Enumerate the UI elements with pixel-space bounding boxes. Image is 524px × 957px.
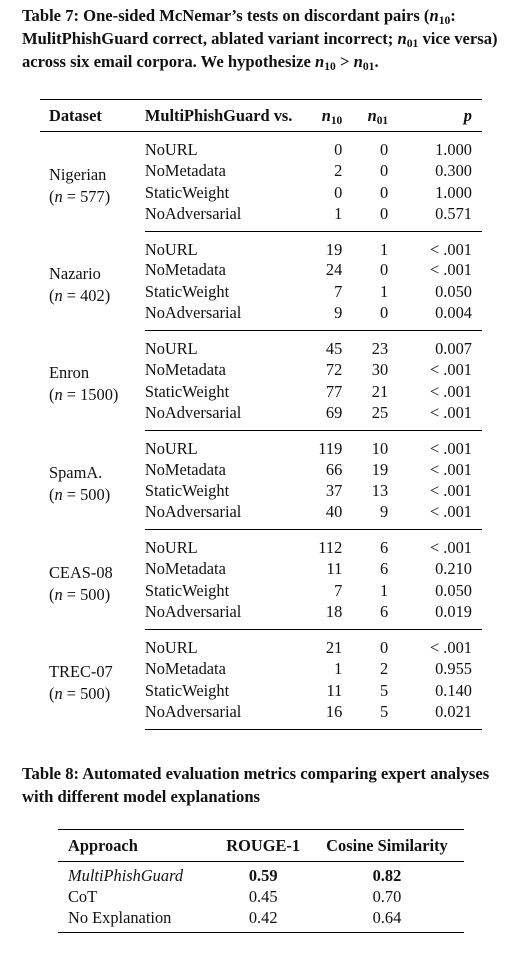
n01-cell: 0 (344, 303, 392, 331)
n10-cell: 9 (292, 303, 344, 331)
n10-cell: 1 (334, 658, 343, 678)
p-value-cell: < .001 (392, 403, 482, 431)
n01-cell: 21 (371, 381, 389, 401)
variant-cell: NoMetadata (144, 160, 226, 180)
n01-cell: 1 (379, 282, 389, 302)
p-value-cell: 0.021 (392, 702, 482, 730)
header-p: p (392, 100, 482, 132)
dataset-size: (n = 500) (49, 584, 111, 604)
table7-caption: Table 7: One-sided McNemar’s tests on discordant pairs ($n_{10}$: MulitPhishGuard correct, ablated variant incorrect; $n_{01}$ vice versa) across six email corpora. We hypothesize $n_{10} > n_{01}$. (22, 6, 498, 73)
p-value-cell: < .001 (429, 381, 472, 401)
variant-cell: StaticWeight (144, 381, 230, 401)
variant-cell: NoURL (144, 239, 198, 259)
n10-cell: 11 (326, 559, 343, 579)
n10-cell: 72 (325, 360, 343, 380)
cosine-cell: 0.70 (372, 887, 402, 906)
variant-cell: NoAdversarial (145, 303, 293, 331)
variant-cell: NoMetadata (144, 559, 226, 579)
n10-cell: 66 (325, 459, 343, 479)
n01-cell: 0 (379, 140, 389, 159)
p-value-cell: 0.007 (435, 339, 472, 359)
table-row (40, 132, 482, 161)
n10-cell: 11 (326, 680, 343, 700)
table-row (40, 231, 482, 260)
approach-cell: No Explanation (58, 908, 216, 933)
n10-cell: 119 (318, 438, 343, 458)
header-dataset: Dataset (40, 100, 145, 132)
variant-cell: NoURL (144, 438, 198, 458)
dataset-size: (n = 500) (49, 684, 111, 704)
p-value-cell: 0.050 (435, 581, 472, 601)
variant-cell: NoAdversarial (145, 502, 293, 530)
p-value-cell: < .001 (429, 538, 472, 558)
variant-cell: NoURL (144, 339, 198, 359)
variant-cell: NoMetadata (144, 459, 226, 479)
n01-cell: 0 (379, 260, 389, 280)
dataset-size: (n = 402) (49, 285, 111, 305)
n10-cell: 69 (292, 403, 344, 431)
dataset-cell (40, 132, 145, 232)
n10-cell: 1 (292, 204, 344, 232)
n01-cell: 25 (344, 403, 392, 431)
n10-cell: 0 (334, 182, 343, 202)
n10-cell: 24 (325, 260, 343, 280)
variant-cell: NoAdversarial (145, 702, 293, 730)
p-value-cell: 1.000 (435, 140, 472, 159)
header-n01: $n_{01}$ (344, 100, 392, 132)
dataset-cell (40, 530, 145, 630)
dataset-size: (n = 1500) (49, 385, 119, 405)
variant-cell: StaticWeight (144, 581, 230, 601)
p-value-cell: 0.019 (392, 602, 482, 630)
n01-cell: 0 (379, 637, 389, 657)
n10-cell: 16 (292, 702, 344, 730)
table-row (58, 862, 464, 887)
n01-cell: 0 (344, 204, 392, 232)
table8-header-row (58, 830, 464, 862)
variant-cell: NoURL (144, 140, 198, 159)
rouge-cell: 0.42 (216, 908, 309, 933)
n10-cell: 2 (334, 160, 343, 180)
n01-cell: 9 (344, 502, 392, 530)
header-variant: MultiPhishGuard vs. (145, 100, 293, 132)
header-cosine: Cosine Similarity (310, 830, 464, 862)
n01-cell: 6 (379, 559, 389, 579)
n10-cell: 7 (334, 282, 343, 302)
n10-cell: 21 (325, 637, 343, 657)
n10-cell: 77 (325, 381, 343, 401)
p-value-cell: 0.140 (435, 680, 472, 700)
approach-cell: MultiPhishGuard (68, 866, 184, 885)
variant-cell: NoMetadata (144, 260, 226, 280)
variant-cell: StaticWeight (144, 481, 230, 501)
n01-cell: 23 (371, 339, 389, 359)
evaluation-metrics-table (58, 829, 464, 933)
p-value-cell: 1.000 (435, 182, 472, 202)
p-value-cell: < .001 (429, 481, 472, 501)
p-value-cell: 0.300 (435, 160, 472, 180)
n10-cell: 0 (334, 140, 343, 159)
n01-cell: 30 (371, 360, 389, 380)
n01-cell: 5 (344, 702, 392, 730)
dataset-cell (40, 430, 145, 530)
header-rouge: ROUGE-1 (216, 830, 309, 862)
table-row (40, 430, 482, 459)
n01-cell: 2 (379, 658, 389, 678)
table-row (58, 886, 464, 908)
table7-header-row (40, 100, 482, 132)
n10-cell: 7 (334, 581, 343, 601)
p-value-cell: < .001 (392, 502, 482, 530)
dataset-cell (40, 331, 145, 431)
dataset-name: Nazario (49, 263, 101, 283)
dataset-name: Nigerian (49, 164, 107, 184)
approach-cell: CoT (68, 887, 98, 906)
n01-cell: 6 (344, 602, 392, 630)
p-value-cell: 0.955 (435, 658, 472, 678)
mcnemar-table (40, 99, 482, 730)
dataset-name: TREC-07 (49, 662, 113, 682)
n01-cell: 0 (379, 160, 389, 180)
table-row (40, 530, 482, 559)
n01-cell: 1 (379, 239, 389, 259)
p-value-cell: < .001 (429, 459, 472, 479)
variant-cell: NoAdversarial (145, 204, 293, 232)
cosine-cell: 0.82 (372, 866, 402, 885)
dataset-name: Enron (49, 363, 90, 383)
n01-cell: 0 (379, 182, 389, 202)
p-value-cell: < .001 (429, 360, 472, 380)
variant-cell: StaticWeight (144, 680, 230, 700)
n01-cell: 5 (379, 680, 389, 700)
dataset-cell (40, 231, 145, 331)
variant-cell: NoURL (144, 538, 198, 558)
p-value-cell: 0.571 (392, 204, 482, 232)
dataset-size: (n = 577) (49, 186, 111, 206)
n10-cell: 40 (292, 502, 344, 530)
variant-cell: NoAdversarial (145, 403, 293, 431)
n01-cell: 19 (371, 459, 389, 479)
dataset-size: (n = 500) (49, 485, 111, 505)
n01-cell: 10 (371, 438, 389, 458)
n01-cell: 13 (371, 481, 389, 501)
n10-cell: 37 (325, 481, 343, 501)
p-value-cell: 0.210 (435, 559, 472, 579)
n10-cell: 18 (292, 602, 344, 630)
table-row (58, 908, 464, 933)
rouge-cell: 0.45 (248, 887, 278, 906)
cosine-cell: 0.64 (310, 908, 464, 933)
header-approach: Approach (58, 830, 216, 862)
variant-cell: NoMetadata (144, 360, 226, 380)
variant-cell: StaticWeight (144, 282, 230, 302)
n10-cell: 112 (318, 538, 343, 558)
dataset-name: SpamA. (49, 463, 103, 483)
variant-cell: StaticWeight (144, 182, 230, 202)
n01-cell: 1 (379, 581, 389, 601)
table8-caption: Table 8: Automated evaluation metrics comparing expert analyses with different model explanations (22, 764, 490, 806)
p-value-cell: < .001 (429, 239, 472, 259)
dataset-cell (40, 629, 145, 729)
p-value-cell: < .001 (429, 637, 472, 657)
n10-cell: 19 (325, 239, 343, 259)
variant-cell: NoMetadata (144, 658, 226, 678)
dataset-name: CEAS-08 (49, 562, 113, 582)
header-n10: $n_{10}$ (292, 100, 344, 132)
p-value-cell: 0.050 (435, 282, 472, 302)
p-value-cell: < .001 (429, 438, 472, 458)
table-row (40, 629, 482, 658)
p-value-cell: < .001 (429, 260, 472, 280)
rouge-cell: 0.59 (248, 866, 278, 885)
variant-cell: NoAdversarial (145, 602, 293, 630)
table-row (40, 331, 482, 360)
n10-cell: 45 (325, 339, 343, 359)
p-value-cell: 0.004 (392, 303, 482, 331)
variant-cell: NoURL (144, 637, 198, 657)
n01-cell: 6 (379, 538, 389, 558)
